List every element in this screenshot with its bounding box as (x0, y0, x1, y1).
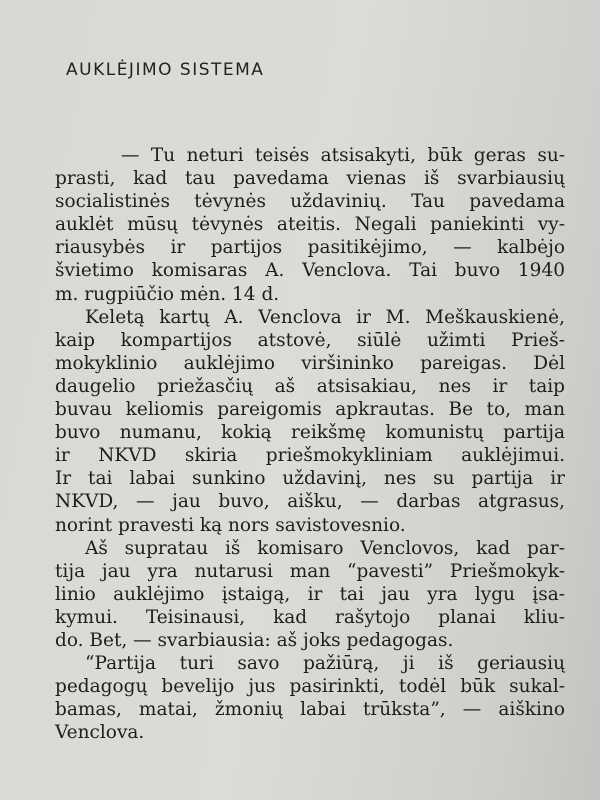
text-line: bamas, matai, žmonių labai trūksta”, — aiškino (55, 699, 565, 721)
text-line: kymui. Teisinausi, kad rašytojo planai kliu- (55, 606, 565, 628)
page-text (55, 144, 565, 744)
text-line: Keletą kartų A. Venclova ir M. Meškauskienė, (85, 306, 565, 328)
chapter-heading: AUKLĖJIMO SISTEMA (66, 60, 265, 80)
text-line: riausybės ir partijos pasitikėjimo, — kalbėjo (55, 237, 565, 259)
text-line: daugelio priežasčių aš atsisakiau, nes ir taip (55, 375, 565, 397)
text-line: NKVD, — jau buvo, aišku, — darbas atgrasus, (55, 491, 565, 513)
text-line: “Partija turi savo pažiūrą, ji iš geriausių (85, 653, 565, 675)
text-line: m. rugpiūčio mėn. 14 d. (55, 283, 280, 305)
text-line: švietimo komisaras A. Venclova. Tai buvo 1940 (55, 260, 565, 282)
text-line: auklėt mūsų tėvynės ateitis. Negali paniekinti vy- (55, 214, 565, 236)
text-line: ir NKVD skiria priešmokykliniam auklėjimui. (55, 445, 565, 467)
text-line: linio auklėjimo įstaigą, ir tai jau yra lygu įsa- (55, 583, 565, 605)
text-line: pedagogų bevelijo jus pasirinkti, todėl būk sukal- (55, 676, 565, 698)
text-line: tija jau yra nutarusi man “pavesti” Priešmokyk- (55, 560, 565, 582)
text-line: Venclova. (55, 722, 145, 744)
text-line: buvau keliomis pareigomis apkrautas. Be to, man (55, 399, 565, 421)
text-line: socialistinės tėvynės uždavinių. Tau pavedama (55, 191, 565, 213)
text-line: do. Bet, — svarbiausia: aš joks pedagogas. (55, 629, 454, 651)
text-line: buvo numanu, kokią reikšmę komunistų partija (55, 422, 565, 444)
text-line: — Tu neturi teisės atsisakyti, būk geras su- (121, 145, 565, 166)
text-line: mokyklinio auklėjimo viršininko pareigas. Dėl (55, 352, 565, 374)
text-line: norint pravesti ką nors savistovesnio. (55, 514, 406, 536)
text-line: kaip kompartijos atstovė, siūlė užimti Prieš- (55, 329, 565, 351)
text-line: Ir tai labai sunkino uždavinį, nes su partija ir (55, 468, 565, 490)
text-line: prasti, kad tau pavedama vienas iš svarbiausių (55, 168, 565, 190)
text-line: Aš supratau iš komisaro Venclovos, kad par- (85, 537, 565, 559)
